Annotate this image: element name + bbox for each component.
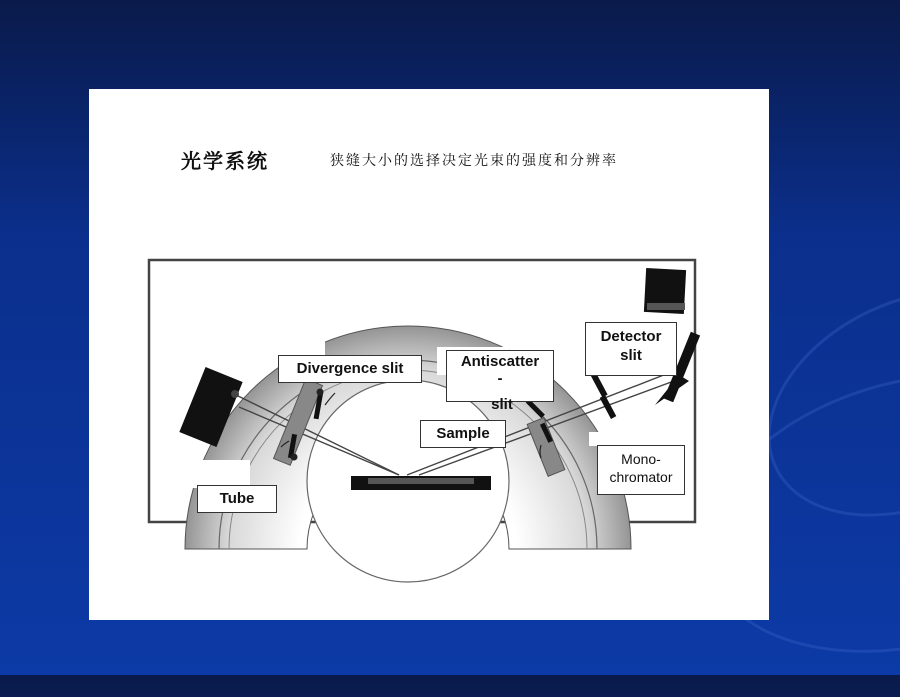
antiscatter-label-line: -: [497, 370, 503, 387]
monochromator-label: [597, 445, 685, 495]
divergence-slit-pivot: [291, 454, 298, 461]
tube-focus: [231, 390, 239, 398]
label-mask: [589, 432, 661, 446]
divergence-slit-pivot: [317, 389, 324, 396]
label-mask: [188, 460, 250, 488]
antiscatter-slit-label-tail: slit: [491, 396, 513, 413]
divergence-slit-label: Divergence slit: [278, 355, 422, 383]
detector-slit-label: [585, 322, 677, 376]
detector-label-line: slit: [620, 347, 642, 364]
slide-title: 光学系统: [181, 149, 269, 173]
slide-subtitle: 狭缝大小的选择决定光束的强度和分辨率: [330, 153, 618, 169]
diagram-card: [89, 89, 769, 620]
tube-label: Tube: [197, 485, 277, 513]
sample-surface: [368, 478, 474, 484]
antiscatter-label-line: Antiscatter: [460, 353, 540, 370]
label-mask: [567, 270, 621, 286]
monochromator-label-line: Mono-: [621, 451, 661, 467]
detector-label-line: Detector: [600, 328, 662, 345]
sample-label: Sample: [420, 420, 506, 448]
monochromator-label-line: chromator: [609, 469, 673, 485]
detector-window: [647, 303, 685, 310]
antiscatter-slit-label: [446, 350, 554, 402]
